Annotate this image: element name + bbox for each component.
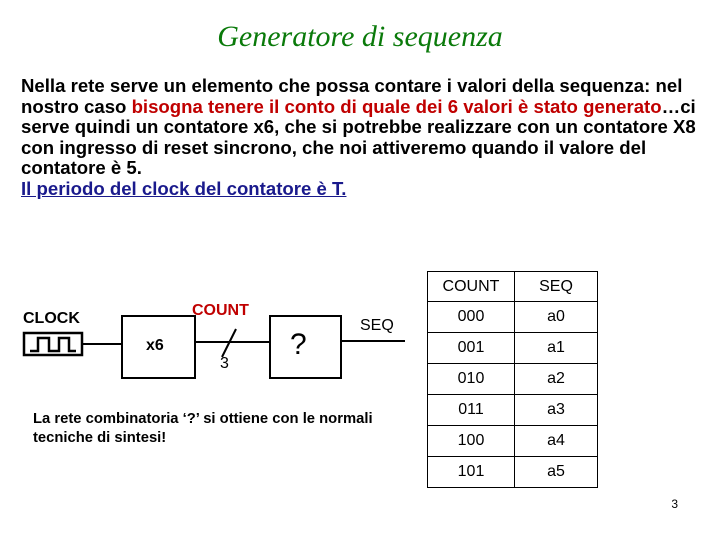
bus-width-label: 3	[220, 355, 229, 372]
paragraph-text: Nella rete serve un elemento che possa contare i valori della sequenza: nel nostro caso	[21, 75, 683, 117]
table-header-row	[428, 272, 598, 302]
synthesis-note: La rete combinatoria ‘?’ si ottiene con le normali tecniche di sintesi!	[33, 411, 373, 446]
combinational-label: ?	[290, 328, 307, 361]
table-row	[428, 302, 598, 333]
column-header-seq: SEQ	[515, 272, 598, 302]
table-cell-seq: a5	[515, 457, 598, 488]
table-cell-seq: a4	[515, 426, 598, 457]
table-cell-count: 100	[428, 426, 515, 457]
table-cell-seq: a0	[515, 302, 598, 333]
table-row	[428, 457, 598, 488]
counter-label: x6	[146, 337, 164, 354]
sequence-table	[427, 271, 598, 488]
table-row	[428, 426, 598, 457]
page-number: 3	[671, 497, 678, 511]
paragraph-highlight: bisogna tenere il conto di quale dei 6 valori è stato generato	[131, 95, 662, 117]
paragraph-text-continued: …ci serve quindi un contatore x6, che si potrebbe realizzare con un contatore X8 con ingresso di reset sincrono, che noi attiveremo quando il valore del contatore è 5.	[21, 95, 696, 179]
table-cell-seq: a3	[515, 395, 598, 426]
table-cell-count: 001	[428, 333, 515, 364]
table-cell-count: 101	[428, 457, 515, 488]
table-cell-seq: a1	[515, 333, 598, 364]
column-header-count: COUNT	[428, 272, 515, 302]
table-row	[428, 364, 598, 395]
count-signal-label: COUNT	[192, 302, 249, 319]
clock-symbol-icon	[24, 333, 82, 355]
clock-label: CLOCK	[23, 310, 80, 327]
table-cell-count: 010	[428, 364, 515, 395]
seq-signal-label: SEQ	[360, 317, 394, 334]
table-cell-count: 000	[428, 302, 515, 333]
slide-title: Generatore di sequenza	[217, 20, 503, 53]
table-cell-seq: a2	[515, 364, 598, 395]
table-row	[428, 333, 598, 364]
paragraph-clock-period: Il periodo del clock del contatore è T.	[21, 177, 347, 199]
table-row	[428, 395, 598, 426]
table-cell-count: 011	[428, 395, 515, 426]
